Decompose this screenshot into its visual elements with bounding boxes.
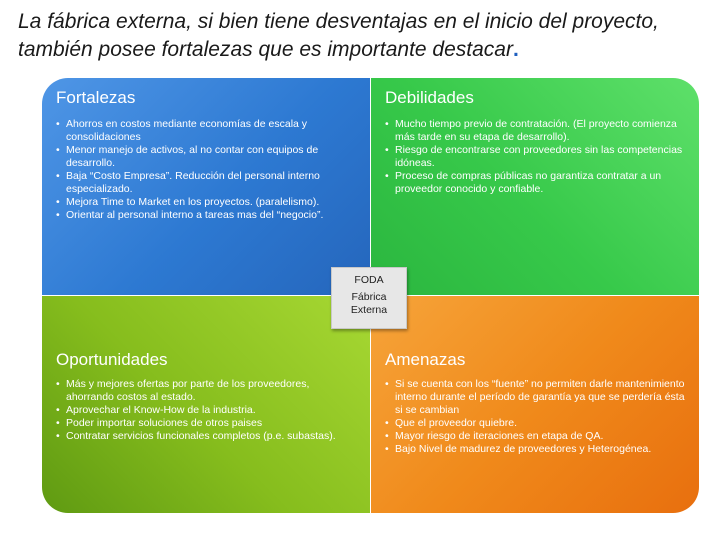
list-item: • Si se cuenta con los “fuente” no permiten darle mantenimiento interno durante el período de garantía ya que se perdería ésta si se cambian xyxy=(385,378,690,417)
list-item: • Mejora Time to Market en los proyectos. (paralelismo). xyxy=(56,196,361,209)
amenazas-heading: Amenazas xyxy=(385,350,466,369)
list-item: • Orientar al personal interno a tareas mas del “negocio”. xyxy=(56,209,361,222)
fortalezas-list xyxy=(56,118,361,222)
list-item: • Riesgo de encontrarse con proveedores sin las competencias idóneas. xyxy=(385,144,690,170)
slide-title-text: La fábrica externa, si bien tiene desventajas en el inicio del proyecto, también posee fortalezas que es importante destacar xyxy=(18,10,659,61)
fortalezas-heading: Fortalezas xyxy=(56,88,136,107)
list-item: • Poder importar soluciones de otros paises xyxy=(56,417,341,430)
list-item: • Proceso de compras públicas no garantiza contratar a un proveedor conocido y confiable. xyxy=(385,170,690,196)
oportunidades-heading: Oportunidades xyxy=(56,350,168,369)
title-end-mark: . xyxy=(512,38,519,61)
list-item: • Mucho tiempo previo de contratación. (El proyecto comienza más tarde en su etapa de desarrollo). xyxy=(385,118,690,144)
amenazas-list xyxy=(385,378,690,456)
center-label-foda: FODA xyxy=(354,274,384,286)
list-item: • Bajo Nivel de madurez de proveedores y Heterogénea. xyxy=(385,443,690,456)
debilidades-heading: Debilidades xyxy=(385,88,474,107)
oportunidades-list xyxy=(56,378,341,443)
list-item: • Más y mejores ofertas por parte de los proveedores, ahorrando costos al estado. xyxy=(56,378,341,404)
list-item: • Menor manejo de activos, al no contar con equipos de desarrollo. xyxy=(56,144,361,170)
center-label-box xyxy=(331,267,407,329)
quadrant-fortalezas xyxy=(42,78,370,295)
debilidades-list xyxy=(385,118,690,196)
center-label-fabrica: Fábrica xyxy=(351,291,387,303)
list-item: • Que el proveedor quiebre. xyxy=(385,417,690,430)
list-item: • Baja “Costo Empresa”. Reducción del personal interno especializado. xyxy=(56,170,361,196)
slide-title xyxy=(18,8,708,64)
center-label-externa: Externa xyxy=(350,304,388,316)
list-item: • Contratar servicios funcionales completos (p.e. subastas). xyxy=(56,430,341,443)
quadrant-debilidades xyxy=(371,78,699,295)
quadrant-oportunidades xyxy=(42,296,370,513)
quadrant-amenazas xyxy=(371,296,699,513)
list-item: • Ahorros en costos mediante economías de escala y consolidaciones xyxy=(56,118,361,144)
list-item: • Mayor riesgo de iteraciones en etapa de QA. xyxy=(385,430,690,443)
list-item: • Aprovechar el Know-How de la industria. xyxy=(56,404,341,417)
